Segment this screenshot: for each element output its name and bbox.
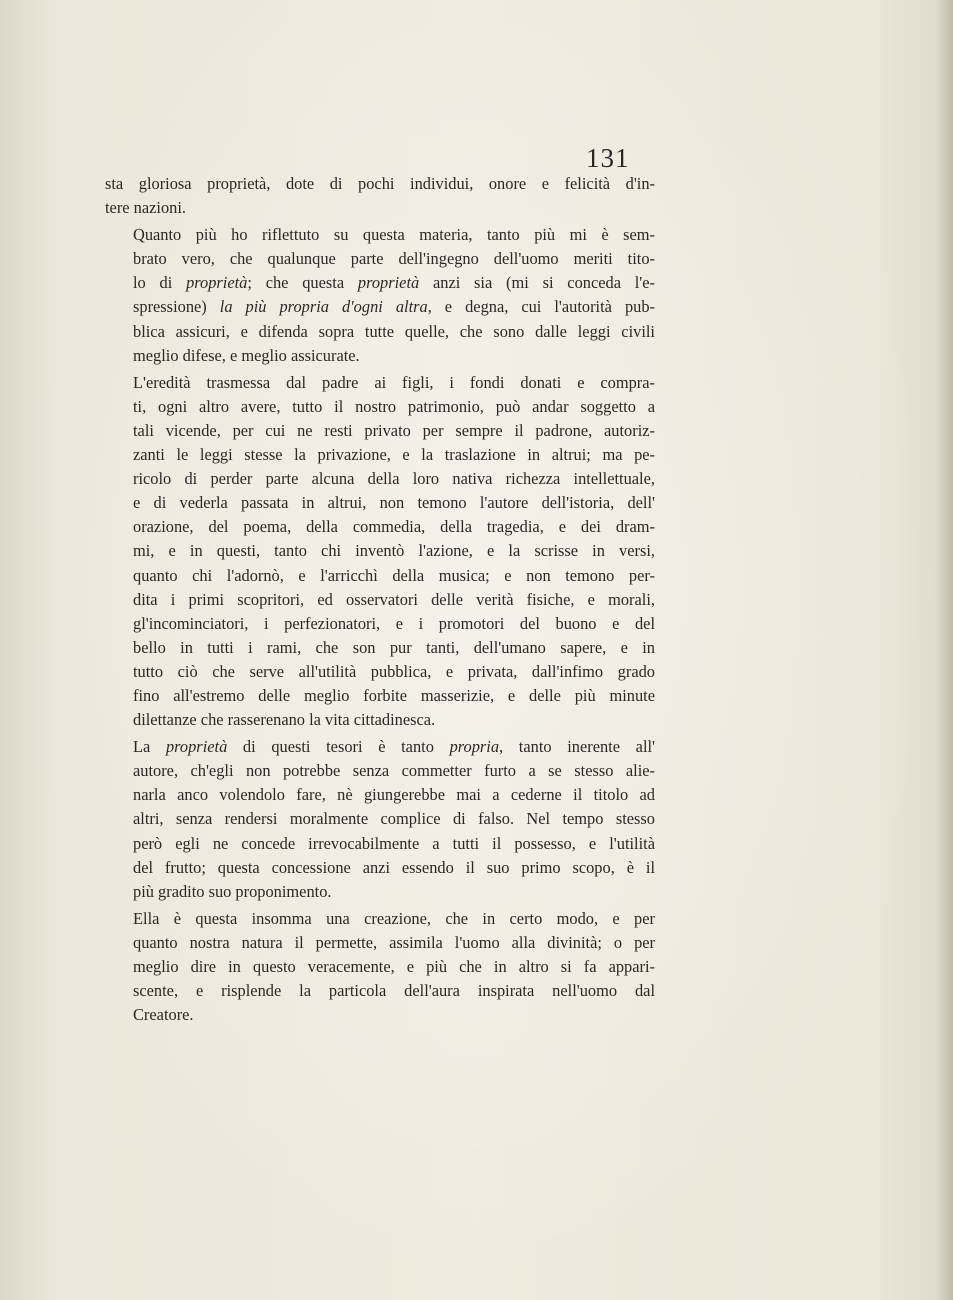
text-line: meglio difese, e meglio assicurate. — [133, 345, 360, 365]
text-line: tali vicende, per cui ne resti privato per sempre il padrone, autoriz- — [133, 420, 655, 440]
paragraph — [105, 735, 655, 904]
text-line: zanti le leggi stesse la privazione, e la traslazione in altrui; ma pe- — [133, 445, 655, 465]
text-line: dita i primi scopritori, ed osservatori delle verità fisiche, e morali, — [133, 589, 655, 609]
text-line: e di vederla passata in altrui, non temono l'autore dell'istoria, dell' — [133, 493, 655, 513]
text-line: quanto chi l'adornò, e l'arricchì della musica; e non temono per- — [133, 565, 655, 585]
text-line: meglio dire in questo veracemente, e più che in altro si fa appari- — [133, 957, 655, 976]
text-line: altri, senza rendersi moralmente complice di falso. Nel tempo stesso — [133, 809, 655, 829]
paragraph — [105, 223, 655, 368]
text-line: ti, ogni altro avere, tutto il nostro patrimonio, può andar soggetto a — [133, 396, 655, 416]
text-line: autore, ch'egli non potrebbe senza commetter furto a se stesso alie- — [133, 761, 655, 781]
text-line: ricolo di perder parte alcuna della loro nativa richezza intellettuale, — [133, 469, 655, 489]
text-line: del frutto; questa concessione anzi essendo il suo primo scopo, è il — [133, 857, 655, 877]
text-line: scente, e risplende la particola dell'aura inspirata nell'uomo dal — [133, 981, 655, 1001]
page-number: 131 — [586, 143, 630, 173]
text-line: spressione) la più propria d'ogni altra, e degna, cui l'autorità pub- — [133, 297, 655, 317]
paragraph — [105, 371, 655, 732]
paragraph — [105, 907, 655, 1027]
text-line: orazione, del poema, della commedia, della tragedia, e dei dram- — [133, 517, 655, 537]
text-line: però egli ne concede irrevocabilmente a tutti il possesso, e l'utilità — [133, 833, 655, 853]
text-line: mi, e in questi, tanto chi inventò l'azione, e la scrisse in versi, — [133, 541, 655, 561]
text-line: narla anco volendolo fare, nè giungerebbe mai a cederne il titolo ad — [133, 785, 655, 805]
text-line: L'eredità trasmessa dal padre ai figli, i fondi donati e compra- — [133, 372, 655, 392]
text-line: brato vero, che qualunque parte dell'ingegno dell'uomo meriti tito- — [133, 249, 655, 269]
text-line: gl'incominciatori, i perfezionatori, e i promotori del buono e del — [133, 613, 655, 633]
text-line: tere nazioni. — [105, 198, 187, 218]
text-line: Quanto più ho riflettuto su questa materia, tanto più mi è sem- — [133, 225, 655, 245]
text-line: quanto nostra natura il permette, assimila l'uomo alla divinità; o per — [133, 932, 655, 952]
body-text — [105, 172, 655, 1027]
paragraph — [105, 172, 655, 220]
text-line: sta gloriosa proprietà, dote di pochi individui, onore e felicità d'in- — [105, 174, 655, 193]
text-line: lo di proprietà; che questa proprietà anzi sia (mi si conceda l'e- — [133, 273, 655, 293]
text-line: La proprietà di questi tesori è tanto propria, tanto inerente all' — [133, 737, 656, 757]
text-line: blica assicuri, e difenda sopra tutte quelle, che sono dalle leggi civili — [133, 321, 655, 341]
text-line: più gradito suo proponimento. — [133, 881, 332, 901]
text-line: Creatore. — [133, 1005, 194, 1025]
text-line: bello in tutti i rami, che son pur tanti, dell'umano sapere, e in — [133, 637, 655, 657]
text-line: dilettanze che rasserenano la vita cittadinesca. — [133, 710, 436, 730]
text-line: tutto ciò che serve all'utilità pubblica, e privata, dall'infimo grado — [133, 661, 655, 681]
page-edge-shadow — [935, 0, 953, 1300]
text-line: Ella è questa insomma una creazione, che in certo modo, e per — [133, 908, 655, 928]
text-line: fino all'estremo delle meglio forbite masserizie, e delle più minute — [133, 685, 655, 705]
